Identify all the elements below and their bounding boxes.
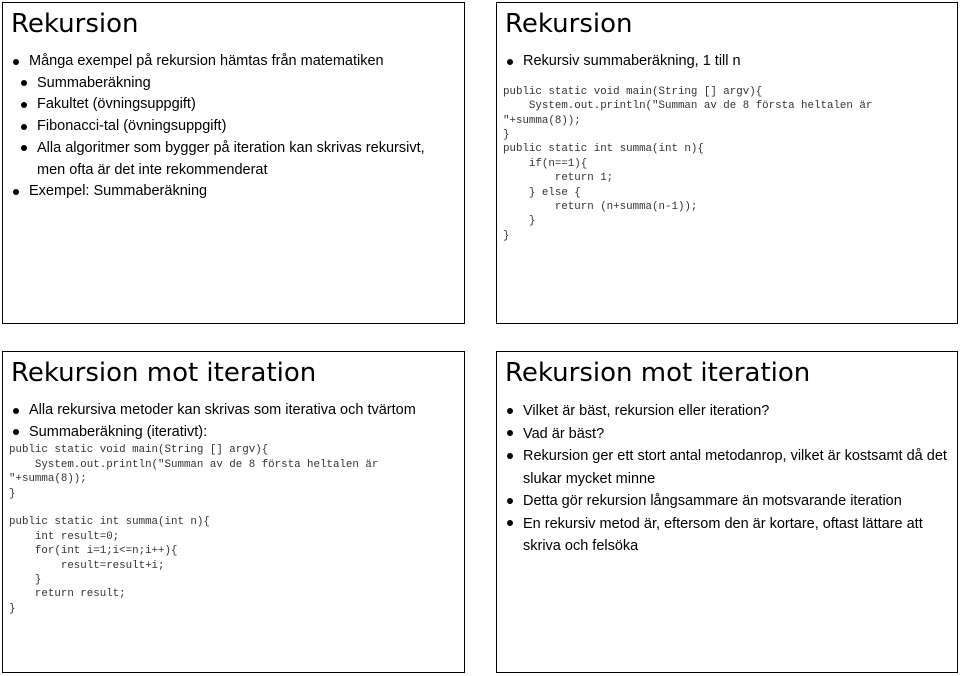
bullet-item: Summaberäkning (iterativt): [12, 422, 464, 444]
sub-bullet-item: Fakultet (övningsuppgift) [20, 94, 464, 116]
slide-3 [2, 351, 465, 673]
bullet-item: Många exempel på rekursion hämtas från matematiken [12, 51, 464, 73]
slide-title: Rekursion [505, 9, 633, 39]
slide-body [3, 400, 464, 616]
slide-title: Rekursion mot iteration [11, 358, 317, 388]
slide-1 [2, 2, 465, 324]
bullet-item: En rekursiv metod är, eftersom den är kortare, oftast lättare att skriva och felsöka [506, 513, 957, 558]
bullet-item: Vilket är bäst, rekursion eller iteration? [506, 400, 957, 423]
bullet-item: Rekursiv summaberäkning, 1 till n [506, 51, 957, 73]
slide-body [497, 400, 957, 558]
bullet-list [3, 51, 464, 73]
bullet-item: Vad är bäst? [506, 423, 957, 446]
sub-bullet-item: Summaberäkning [20, 73, 464, 95]
bullet-list [497, 51, 957, 73]
bullet-list [3, 181, 464, 203]
bullet-item: Detta gör rekursion långsammare än motsvarande iteration [506, 490, 957, 513]
code-block: public static void main(String [] argv){ System.out.println("Summan av de 8 första heltalen är "+summa(8)); } public static int summa(int n){ int result=0; for(int i=1;i<=n;i++){ result=result+i; } return result; } [9, 444, 379, 615]
slide-body [3, 51, 464, 203]
bullet-item: Alla rekursiva metoder kan skrivas som iterativa och tvärtom [12, 400, 464, 422]
sub-bullet-list [3, 73, 464, 182]
bullet-item: Rekursion ger ett stort antal metodanrop, vilket är kostsamt då det slukar mycket minne [506, 445, 957, 490]
sub-bullet-item: Alla algoritmer som bygger på iteration kan skrivas rekursivt, men ofta är det inte rekommenderat [20, 138, 464, 181]
slide-title: Rekursion [11, 9, 139, 39]
bullet-list [497, 400, 957, 558]
bullet-item: Exempel: Summaberäkning [12, 181, 464, 203]
slide-4 [496, 351, 958, 673]
slide-body [497, 51, 957, 243]
sub-bullet-item: Fibonacci-tal (övningsuppgift) [20, 116, 464, 138]
bullet-list [3, 400, 464, 443]
slide-2 [496, 2, 958, 324]
slide-title: Rekursion mot iteration [505, 358, 811, 388]
code-block: public static void main(String [] argv){ System.out.println("Summan av de 8 första heltalen är "+summa(8)); } public static int summa(int n){ if(n==1){ return 1; } else { return (n+summa(n-1)); } } [503, 85, 873, 242]
